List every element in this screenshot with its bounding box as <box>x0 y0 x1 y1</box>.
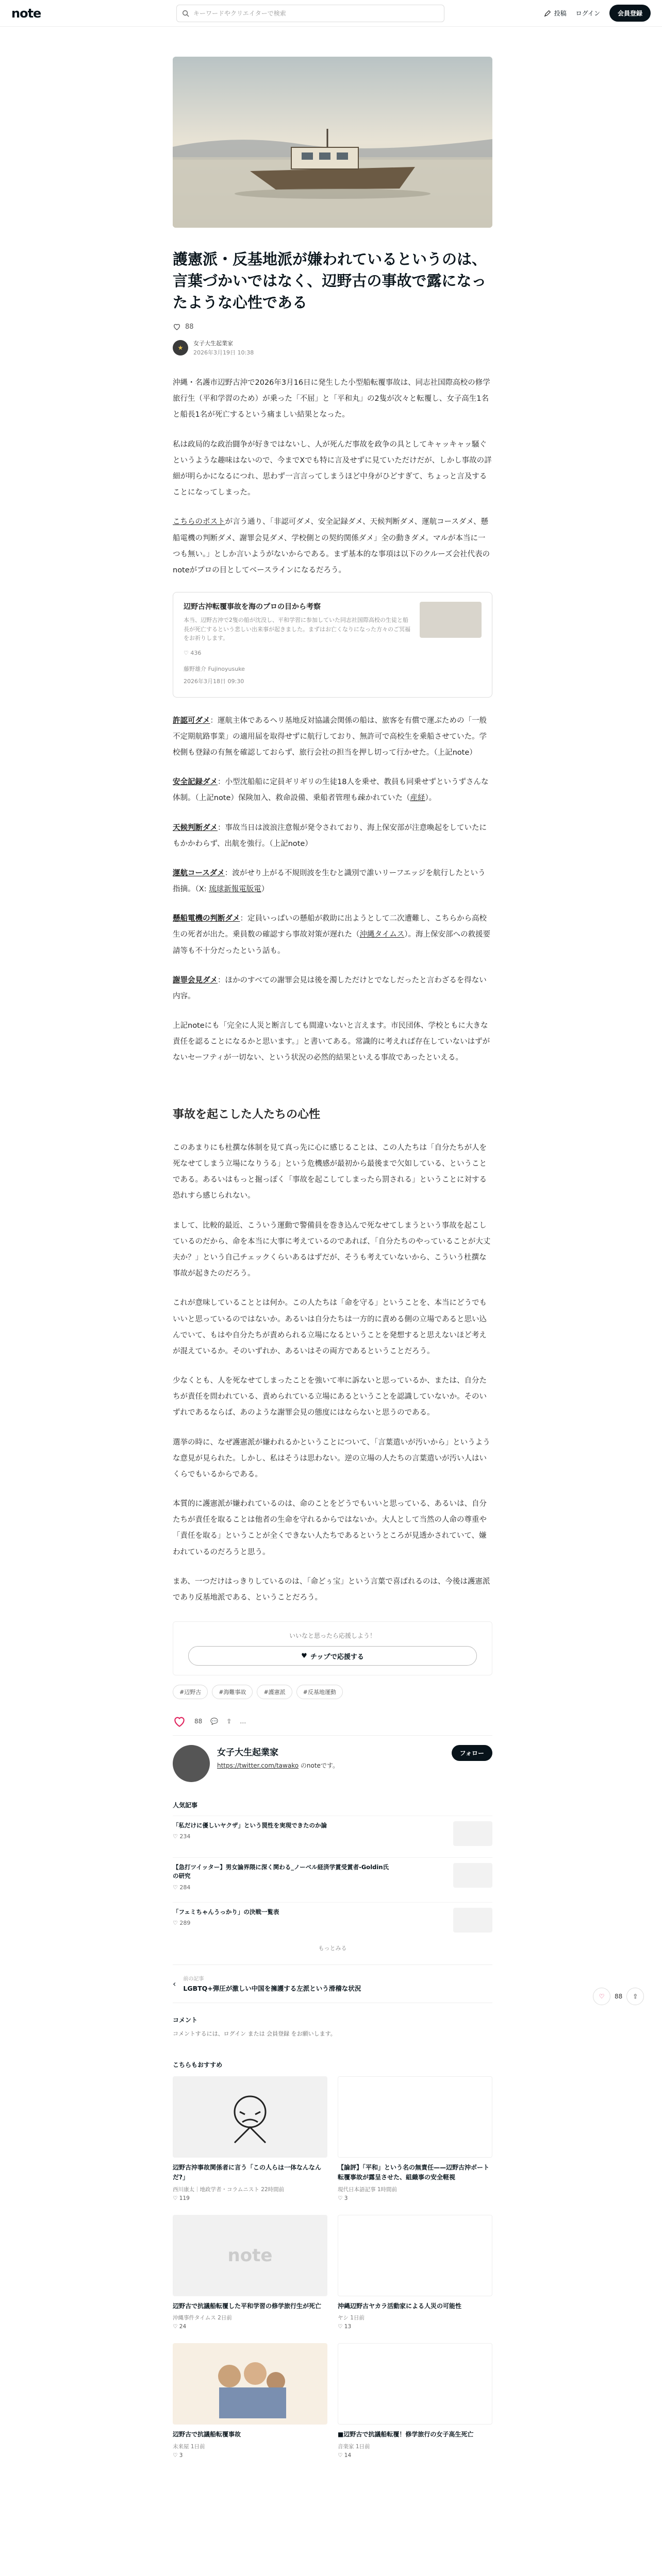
card-like-count: 13 <box>344 2324 352 2330</box>
embed-author <box>184 663 411 687</box>
embed-description: 本当、辺野古沖で2隻の船が沈没し、平和学習に参加していた同志社国際高校の生徒と船長が死亡するという悲しい出来事が起きました。まずはお亡くなりになった方々のご冥福をお祈りします。 <box>184 617 410 642</box>
card-like-count: 3 <box>344 2195 348 2201</box>
post-label: 投稿 <box>554 10 567 17</box>
card-meta: 未来屋 1日前 <box>173 2443 205 2450</box>
card-title: 沖縄辺野古ヤカラ活動家による人災の可能性 <box>338 2302 462 2310</box>
popular-thumbnail <box>453 1908 492 1933</box>
more-icon[interactable]: … <box>240 1718 246 1725</box>
post-button[interactable] <box>544 9 567 18</box>
hashtag[interactable]: #辺野古 <box>173 1685 208 1699</box>
popular-like-count: 284 <box>179 1884 191 1891</box>
profile-name[interactable]: 女子大生起業家 <box>217 1748 278 1758</box>
source-link[interactable]: 琉球新報電版電 <box>209 885 261 894</box>
recommend-card[interactable] <box>173 2076 327 2201</box>
card-title: 辺野古で抗議船転覆した平和学習の修学旅行生が死亡 <box>173 2302 322 2310</box>
popular-likes: ♡ 289 <box>173 1919 191 1926</box>
recommend-heading: こちらもおすすめ <box>173 2061 223 2069</box>
comment-prompt[interactable]: コメントするには、ログイン または 会員登録 をお願いします。 <box>173 2030 336 2038</box>
prev-article-link[interactable] <box>173 1964 492 2004</box>
embed-like-count: 436 <box>190 649 202 656</box>
article <box>173 57 492 2459</box>
share-icon: ⇪ <box>633 1993 638 2000</box>
card-meta: 音楽家 1日前 <box>338 2443 370 2450</box>
card-image <box>173 2076 327 2158</box>
card-likes: ♡ 14 <box>338 2452 352 2459</box>
card-image <box>173 2215 327 2296</box>
embed-author-name: 藤野雄介 Fujinoyusuke <box>184 666 245 673</box>
embedded-note-card[interactable] <box>173 592 492 698</box>
item-text-end: ）。 <box>425 794 437 803</box>
recommend-card[interactable] <box>338 2076 492 2201</box>
profile-avatar[interactable] <box>173 1745 210 1782</box>
pencil-icon <box>544 10 551 17</box>
card-title: 辺野古沖事故関係者に言う「この人らは一体なんなんだ?」 <box>173 2164 322 2181</box>
item-text: ：運航主体であるヘリ基地反対協議会関係の船は、旅客を有償で運ぶための「一般不定期航路事業」の適用届を取得せずに航行しており、無許可で高校生を乗船させていた。学校側も登録の有無を確認しておらず、旅行会社の担当を押し切って行かせた。（上記note） <box>173 716 487 757</box>
embed-date: 2026年3月18日 09:30 <box>184 678 244 685</box>
card-like-count: 3 <box>179 2452 183 2459</box>
card-likes: ♡ 119 <box>173 2195 190 2201</box>
item-heading: 許認可ダメ <box>173 716 210 725</box>
paragraph: 沖縄・名護市辺野古沖で2026年3月16日に発生した小型船転覆事故は、同志社国際高校の修学旅行生（平和学習のため）が乗った「不屈」と「平和丸」の2隻が次々と転覆し、女子高生1名と船長1名が死亡するという痛ましい結果となった。 <box>173 379 490 419</box>
heart-icon: ♡ <box>599 1993 605 2000</box>
tip-button[interactable] <box>188 1646 477 1666</box>
hashtag[interactable]: #海難事故 <box>212 1685 253 1699</box>
recommend-card[interactable] <box>173 2343 327 2459</box>
prev-title: LGBTQ+弾圧が激しい中国を擁護する左派という滑稽な状況 <box>183 1984 361 1992</box>
item-text: ：事故当日は波浪注意報が発令されており、海上保安部が注意喚起をしていたにもかかわらず、出航を強行。（上記note） <box>173 823 487 848</box>
paragraph <box>173 911 492 959</box>
card-like-count: 14 <box>344 2452 352 2459</box>
popular-title: 「私だけに優しいヤクザ」という罠性を実現できたのか論 <box>173 1822 327 1829</box>
hashtag[interactable]: #護憲派 <box>257 1685 292 1699</box>
chevron-left-icon: ‹ <box>173 1978 176 1989</box>
embed-thumbnail <box>420 602 482 638</box>
item-text: ：ほかのすべての謝罪会見は後を濁しただけとでなしだったと言わざるを得ない内容。 <box>173 976 487 1001</box>
section-heading: 事故を起こした人たちの心性 <box>173 1108 321 1121</box>
avatar[interactable]: ★ <box>173 340 188 355</box>
hero-image <box>173 57 492 228</box>
paragraph: 私は政局的な政治闘争が好きではないし、人が死んだ事故を政争の具としてキャッキャッ騒ぐというような趣味はないので、今までXでも特に言及せずに見ていただけだが、しかし事故の詳細が明らかになるにつれ、思わず一言言ってしまうほど中身がひどすぎて、ちょっと言及することになってしまった。 <box>173 440 492 497</box>
profile-bio <box>217 1761 339 1770</box>
support-box <box>173 1621 492 1675</box>
register-button[interactable]: 会員登録 <box>609 5 651 22</box>
embed-title: 辺野古沖転覆事故を海のプロの目から考察 <box>184 603 321 612</box>
note-logo[interactable]: note <box>11 6 41 21</box>
card-title: 辺野古で抗議船転覆事故 <box>173 2431 241 2438</box>
author-block[interactable] <box>173 339 492 357</box>
hashtag[interactable]: #反基地運動 <box>296 1685 343 1699</box>
share-icon[interactable]: ⇪ <box>226 1718 232 1725</box>
card-image <box>173 2343 327 2425</box>
coin-icon: ♥ <box>301 1652 307 1660</box>
search-placeholder: キーワードやクリエイターで検索 <box>193 10 286 17</box>
popular-like-count: 234 <box>179 1833 191 1840</box>
paragraph: 本質的に護憲派が嫌われているのは、命のことをどうでもいいと思っている、あるいは、自分たちが責任を取ることは他者の生命を守れるからではないか。大人として当然の人命の尊重や「責任を取る」ということが全くできない人たちであるというところが見透かされていて、嫌われているのだろうと思う。 <box>173 1500 487 1556</box>
like-count: 88 <box>194 1718 203 1725</box>
search-input[interactable] <box>176 5 444 22</box>
profile-bio-text: のnoteです。 <box>300 1762 339 1770</box>
popular-likes: ♡ 234 <box>173 1833 191 1840</box>
card-meta: 西川康太｜地政学者・コラムニスト 22時間前 <box>173 2186 285 2193</box>
card-title: ■辺野古で抗議船転覆！修学旅行の女子高生死亡 <box>338 2431 474 2438</box>
comment-heading: コメント <box>173 2016 198 2024</box>
like-count-top: 88 <box>185 323 194 331</box>
item-text-end: ） <box>261 885 269 894</box>
item-heading: 天候判断ダメ <box>173 823 218 832</box>
paragraph <box>173 973 492 1005</box>
heart-icon[interactable] <box>173 1715 186 1728</box>
paragraph: これが意味していることとは何か。この人たちは「命を守る」ということを、本当にどうでもいいと思っているのではないか。あるいは自分たちは一方的に責める側の立場であると思い込んでいて、もはや自分たちが責められる立場になるということを発想すると思えないほど考えが混えているか。そのいずれか、あるいはその両方であるということだろう。 <box>173 1299 487 1355</box>
author-profile <box>173 1745 492 1782</box>
card-image <box>338 2076 492 2158</box>
floating-like-count: 88 <box>615 1993 623 2000</box>
article-body <box>173 375 492 1606</box>
like-summary <box>173 323 492 331</box>
popular-thumbnail <box>453 1821 492 1846</box>
item-text: ：定員いっぱいの懸船が救助に出ようとして二次遭難し、こちらから高校生の死者が出た。乗員数の確認すら事故対策が遅れた（ <box>173 914 487 939</box>
item-heading: 安全記録ダメ <box>173 778 218 787</box>
recommend-card[interactable] <box>173 2215 327 2330</box>
card-likes: ♡ 3 <box>338 2195 348 2201</box>
card-title: 【論評】「平和」という名の無責任——辺野古沖ボート転覆事故が露呈させた、組織事の安全軽視 <box>338 2164 490 2181</box>
profile-link[interactable]: https://twitter.com/tawako <box>217 1762 299 1770</box>
paragraph <box>173 774 492 806</box>
popular-item[interactable] <box>173 1902 492 1938</box>
tip-label: チップで応援する <box>310 1653 364 1661</box>
paragraph: 選挙の時に、なぜ護憲派が嫌われるかということについて、「言葉遣いが汚いから」というような意見が見られた。しかし、私はそうは思わない。逆の立場の人たちの言葉遣いが汚い人はいくらでもいるからである。 <box>173 1438 490 1479</box>
paragraph: このあまりにも杜撰な体制を見て真っ先に心に感じることは、この人たちは「自分たちが人を死なせてしまう立場になりうる」という危機感が最初から最後まで欠如している、ということである。あるいはもっと掘っぽく「事故を起こしてしまったら罰される」ということに対する恐れすら感じられない。 <box>173 1143 487 1200</box>
site-header <box>0 0 662 27</box>
support-question: いいなと思ったら応援しよう！ <box>289 1632 376 1640</box>
tag-list <box>173 1685 492 1699</box>
card-image <box>338 2343 492 2425</box>
paragraph: まあ、一つだけはっきりしているのは、「命どぅ宝」という言葉で喜ばれるのは、今後は護憲派であり反基地派である、ということだろう。 <box>173 1577 490 1602</box>
floating-share-button[interactable] <box>626 1988 644 2005</box>
publish-date: 2026年3月19日 10:38 <box>193 349 254 357</box>
popular-title: 【急打ツイッター】男女論界隈に深く関わる_ノーベル経済学賞受賞者-Goldin氏の研究 <box>173 1863 389 1880</box>
item-heading: 懸船電機の判断ダメ <box>173 914 240 923</box>
card-like-count: 24 <box>179 2324 187 2330</box>
item-text-end: ）。海上保安部への救援要請等も不十分だったという話も。 <box>173 930 490 955</box>
embed-likes: ♡ 436 <box>184 649 202 656</box>
follow-button[interactable]: フォロー <box>452 1745 492 1761</box>
card-meta: 沖縄事件タイムス 2日前 <box>173 2315 232 2321</box>
popular-item[interactable] <box>173 1857 492 1896</box>
action-bar <box>173 1715 492 1736</box>
card-likes: ♡ 3 <box>173 2452 183 2459</box>
post-link[interactable]: こちらのポスト <box>173 518 225 527</box>
popular-like-count: 289 <box>179 1919 191 1926</box>
recommend-grid <box>173 2076 492 2458</box>
article-title: 護憲派・反基地派が嫌われているというのは、言葉づかいではなく、辺野古の事故で露になったような心性である <box>173 250 487 312</box>
paragraph: まして、比較的最近、こういう運動で警備員を巻き込んで死なせてしまうという事故を起こしているのだから、命を本当に大事に考えているのであれば、「自分たちのやっていることが大丈夫か？」という自己チェックくらいあるはずだが、そうも考えていないから、こういう杜撰な事故が起きたのだろう。 <box>173 1221 491 1278</box>
item-heading: 謝罪会見ダメ <box>173 976 218 985</box>
card-meta: 現代日本語記事 1時間前 <box>338 2186 398 2193</box>
card-image <box>338 2215 492 2296</box>
item-text: ：小型沈船船に定員ギリギリの生徒18人を乗せ、教員も同乗せずというずさんな体制。（上記note）保険加入、救命設備、乗船者管理も疎かれていた（ <box>173 778 489 803</box>
recommend-card[interactable] <box>338 2215 492 2330</box>
card-meta: ヤシ 1日前 <box>338 2315 365 2321</box>
search-icon <box>182 10 189 17</box>
paragraph: 少なくとも、人を死なせてしまったことを強いて率に訴ないと思っているか、または、自分たちが責任を問われている、責められている立場にあるということを認識していないか。そのいずれであるならば、あのような謝罪会見の態度にはならないと思うのである。 <box>173 1377 487 1417</box>
popular-title: 「フェミちゃんうっかり」の決戦一覧表 <box>173 1908 279 1916</box>
card-likes: ♡ 24 <box>173 2324 187 2330</box>
floating-like <box>593 1988 644 2005</box>
recommend-card[interactable] <box>338 2343 492 2459</box>
prev-label: 前の記事 <box>183 1976 204 1982</box>
card-likes: ♡ 13 <box>338 2324 352 2330</box>
source-link[interactable]: 産経 <box>410 794 425 803</box>
source-link[interactable]: 沖縄タイムス <box>359 930 405 939</box>
paragraph <box>173 866 492 897</box>
author-name[interactable]: 女子大生起業家 <box>193 340 233 347</box>
popular-heading: 人気記事 <box>173 1802 198 1809</box>
login-button[interactable]: ログイン <box>575 10 600 17</box>
item-heading: 運航コースダメ <box>173 869 225 877</box>
paragraph <box>173 514 492 579</box>
card-like-count: 119 <box>179 2195 190 2201</box>
more-link[interactable]: もっとみる <box>318 1944 347 1952</box>
heart-icon[interactable] <box>173 323 181 331</box>
note-placeholder-logo: note <box>227 2245 273 2266</box>
popular-likes: ♡ 284 <box>173 1884 191 1891</box>
comment-icon[interactable]: 💬 <box>210 1718 219 1725</box>
paragraph: 上記noteにも「完全に人災と断言しても間違いないと言えます。市民団体、学校ともに大きな責任を認ることになるかと思います。」と書いてある。常識的に考えれば存在していないはずがないセーフティが一切ない、という状況の必然的結果といえる事故であったといえる。 <box>173 1022 490 1062</box>
popular-item[interactable] <box>173 1816 492 1851</box>
popular-thumbnail <box>453 1863 492 1888</box>
floating-heart-button[interactable] <box>593 1988 610 2005</box>
item-text: ：波がせり上がる不規則波を生むと識別で誰いリーフエッジを航行したという指摘。（X: <box>173 869 486 894</box>
paragraph <box>173 713 492 761</box>
paragraph <box>173 820 492 852</box>
paragraph-text: が言う通り、「非認可ダメ、安全記録ダメ、天候判断ダメ、運航コースダメ、懸船電機の判断ダメ、謝罪会見ダメ、学校側との契約関係ダメ」全の動きダメ。マルが本当に一つも無い。」としか言いようがないからである。まず基本的な事項は以下のクルーズ会社代表のnoteがプロの目としてベースラインになるだろう。 <box>173 518 490 574</box>
